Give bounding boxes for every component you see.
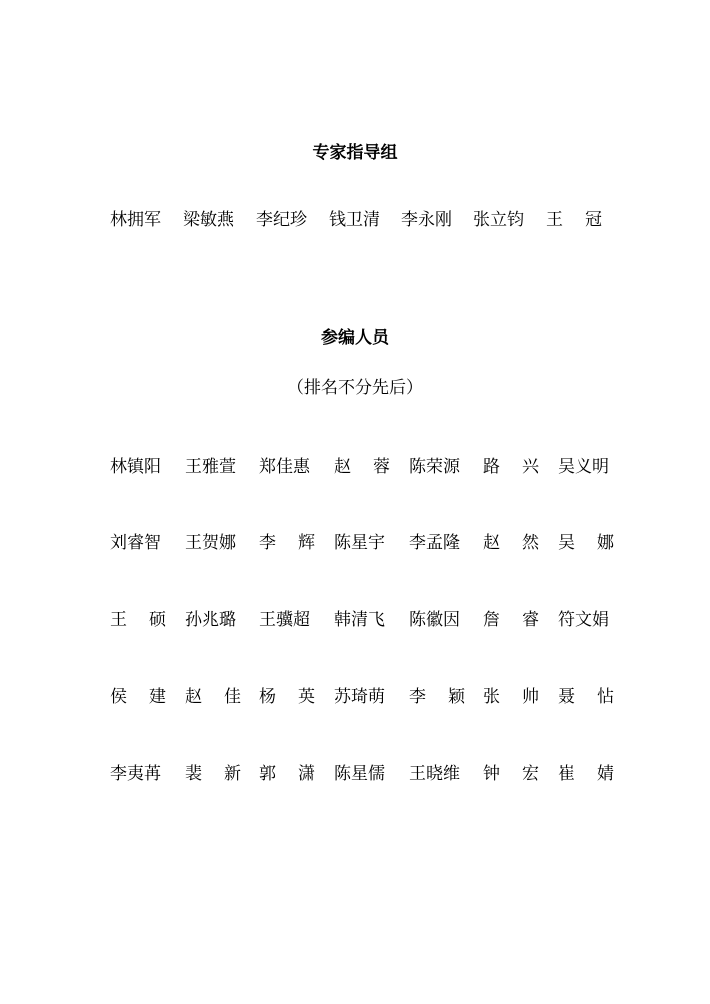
person-name: 路 兴 bbox=[483, 457, 539, 477]
person-name: 王贺娜 bbox=[185, 533, 236, 553]
editors-name-row bbox=[0, 609, 710, 631]
person-name: 钟 宏 bbox=[483, 764, 539, 784]
editors-name-row bbox=[0, 456, 710, 478]
person-name: 张立钧 bbox=[473, 210, 524, 230]
person-name: 王骥超 bbox=[259, 610, 310, 630]
person-name: 王 硕 bbox=[110, 610, 166, 630]
person-name: 梁敏燕 bbox=[183, 210, 234, 230]
person-name: 林拥军 bbox=[110, 210, 161, 230]
editors-title: 参编人员 bbox=[321, 328, 389, 348]
person-name: 陈星宇 bbox=[334, 533, 385, 553]
person-name: 钱卫清 bbox=[329, 210, 380, 230]
person-name: 杨 英 bbox=[259, 687, 315, 707]
person-name: 崔 婧 bbox=[558, 764, 614, 784]
person-name: 詹 睿 bbox=[483, 610, 539, 630]
editors-name-row bbox=[0, 686, 710, 708]
editors-name-row bbox=[0, 532, 710, 554]
person-name: 王雅萱 bbox=[185, 457, 236, 477]
person-name: 陈星儒 bbox=[334, 764, 385, 784]
experts-name-row bbox=[0, 209, 710, 231]
person-name: 赵 然 bbox=[483, 533, 539, 553]
person-name: 林镇阳 bbox=[110, 457, 161, 477]
person-name: 张 帅 bbox=[483, 687, 539, 707]
person-name: 孙兆璐 bbox=[185, 610, 236, 630]
person-name: 陈荣源 bbox=[409, 457, 460, 477]
editors-name-row bbox=[0, 763, 710, 785]
person-name: 符文娟 bbox=[558, 610, 609, 630]
person-name: 韩清飞 bbox=[334, 610, 385, 630]
person-name: 苏琦萌 bbox=[334, 687, 385, 707]
person-name: 李夷苒 bbox=[110, 764, 161, 784]
person-name: 王晓维 bbox=[409, 764, 460, 784]
person-name: 聂 怗 bbox=[558, 687, 614, 707]
person-name: 陈徽因 bbox=[409, 610, 460, 630]
person-name: 郑佳惠 bbox=[259, 457, 310, 477]
person-name: 李永刚 bbox=[401, 210, 452, 230]
person-name: 吴 娜 bbox=[558, 533, 614, 553]
person-name: 刘睿智 bbox=[110, 533, 161, 553]
person-name: 王 冠 bbox=[546, 210, 602, 230]
person-name: 李 辉 bbox=[259, 533, 315, 553]
person-name: 吴义明 bbox=[558, 457, 609, 477]
person-name: 郭 潇 bbox=[259, 764, 315, 784]
editors-ranking-note: （排名不分先后） bbox=[287, 378, 423, 398]
person-name: 赵 蓉 bbox=[334, 457, 390, 477]
person-name: 赵 佳 bbox=[185, 687, 241, 707]
person-name: 侯 建 bbox=[110, 687, 166, 707]
person-name: 李纪珍 bbox=[256, 210, 307, 230]
person-name: 李 颖 bbox=[409, 687, 465, 707]
person-name: 李孟隆 bbox=[409, 533, 460, 553]
experts-title: 专家指导组 bbox=[312, 143, 398, 163]
person-name: 裴 新 bbox=[185, 764, 241, 784]
